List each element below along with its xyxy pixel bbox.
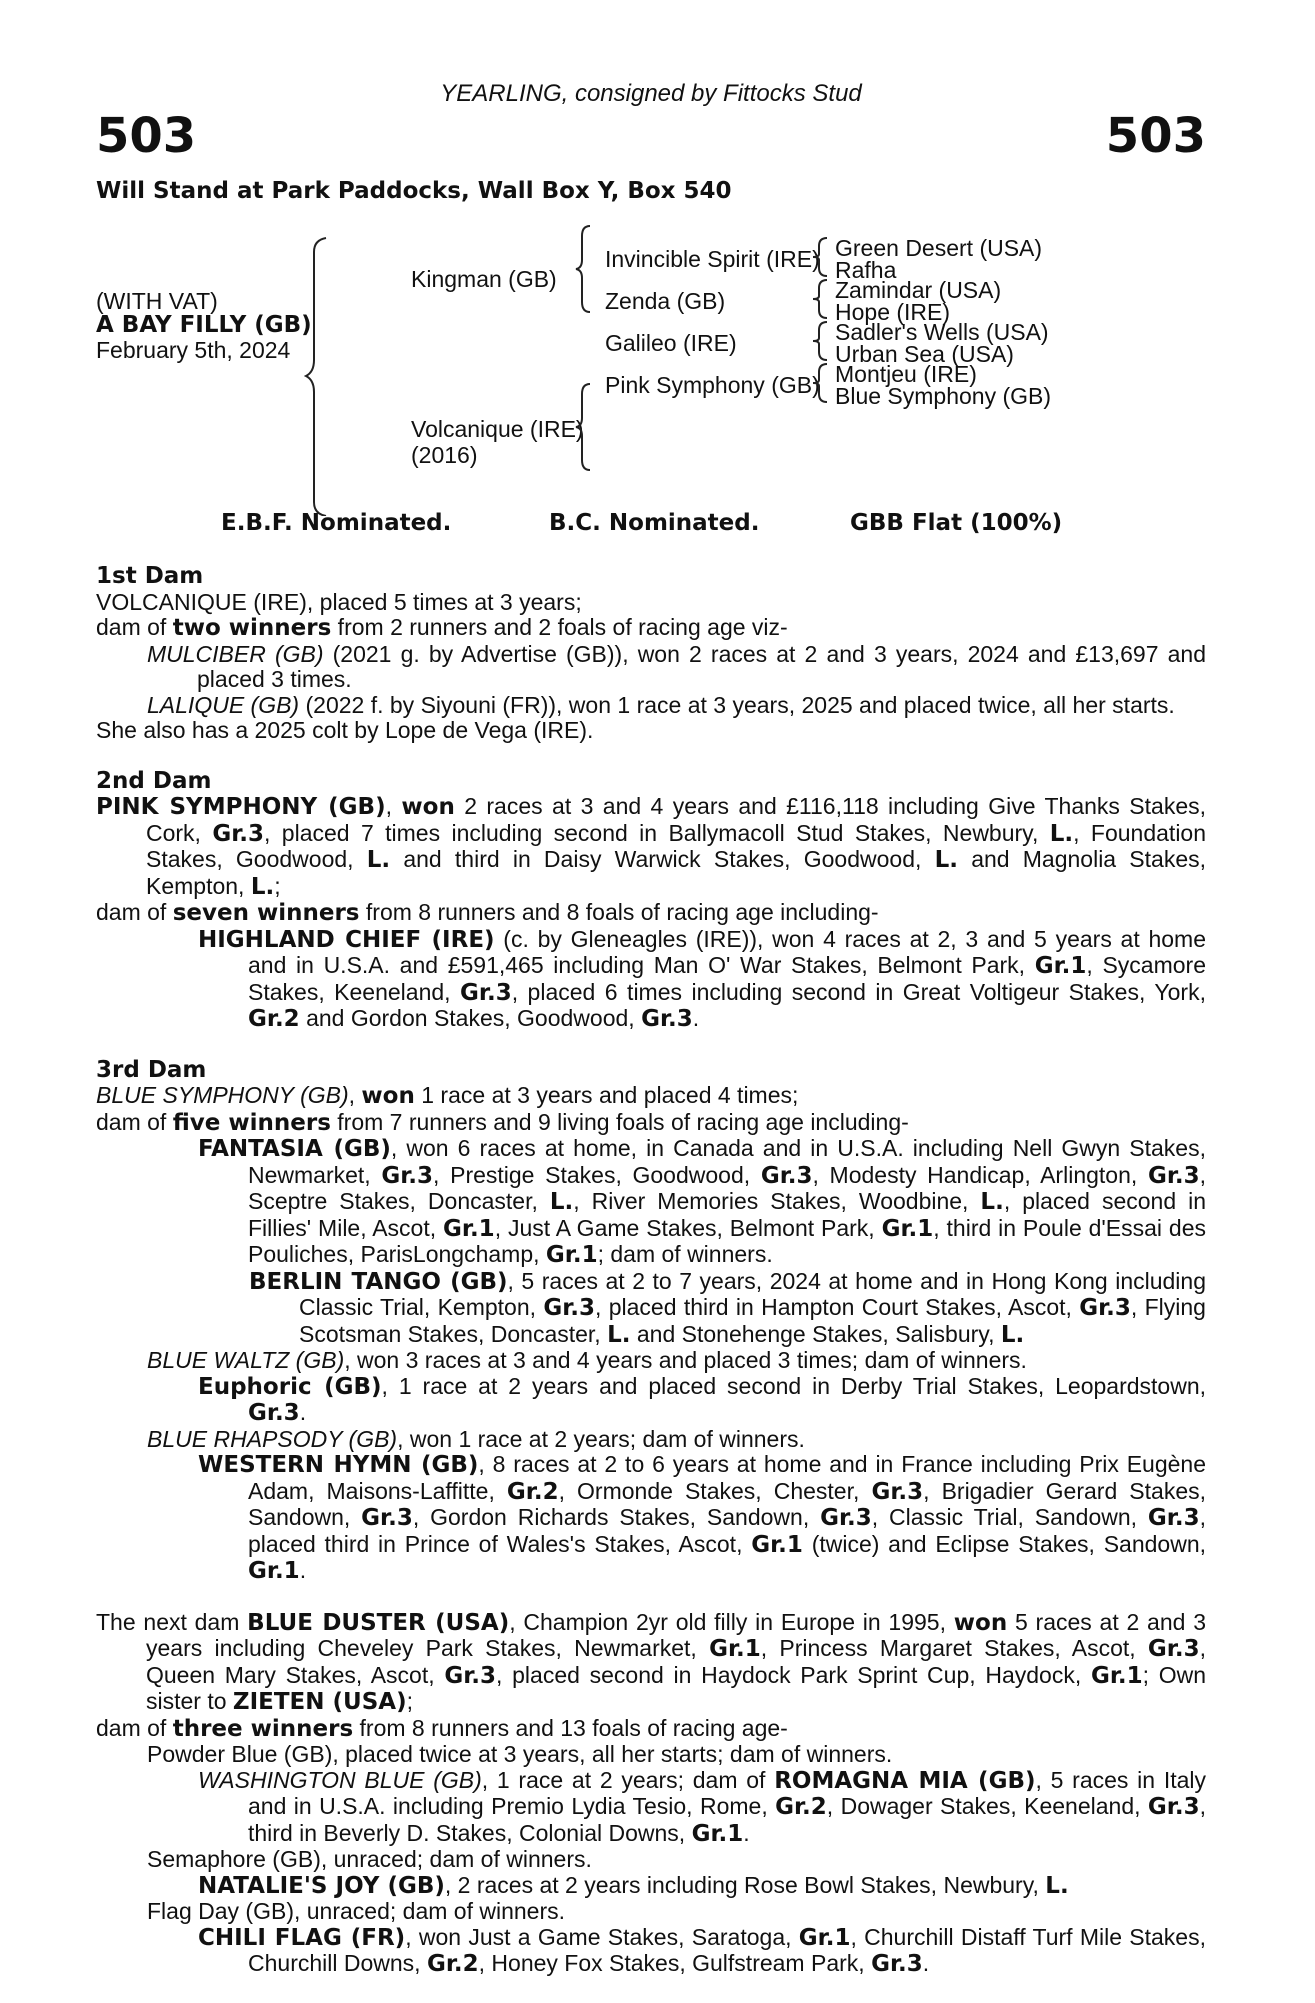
second-dam-produce: dam of seven winners from 8 runners and 8 foals of racing age including-	[96, 899, 879, 926]
first-dam-also: She also has a 2025 colt by Lope de Vega (IRE).	[96, 717, 594, 743]
first-dam-heading: 1st Dam	[96, 563, 204, 589]
horse-dob: February 5th, 2024	[96, 337, 291, 363]
sd-sire: Zamindar (USA)	[835, 277, 1002, 303]
dam-year: (2016)	[411, 442, 478, 468]
next-dam-record: The next dam BLUE DUSTER (USA), Champion 2yr old filly in Europe in 1995, won 5 races at 2 and 3 years including Cheveley Park Stakes, Newmarket, Gr.1, Princess Margaret Stakes, Ascot, Gr.3, Queen Mary Stakes, Ascot, Gr.3, placed second in Haydock Park Sprint Cup, Haydock, Gr.1; Own sister to ZIETEN (USA);	[96, 1608, 1207, 1715]
third-dam-produce: dam of five winners from 7 runners and 9 living foals of racing age including-	[96, 1108, 909, 1136]
produce-lalique: LALIQUE (GB) (2022 f. by Siyouni (FR)), won 1 race at 3 years, 2025 and placed twice, all her starts.	[147, 691, 1175, 718]
lot-number-left: 503	[96, 108, 197, 164]
pedigree-brace-1	[304, 236, 334, 516]
consignor-subtitle: YEARLING, consigned by Fittocks Stud	[440, 80, 862, 107]
sire: Kingman (GB)	[411, 266, 557, 292]
first-dam-section	[96, 564, 1206, 744]
third-dam-heading: 3rd Dam	[96, 1056, 207, 1083]
dam-dam: Pink Symphony (GB)	[605, 372, 820, 398]
ds-sire: Sadler's Wells (USA)	[835, 319, 1049, 345]
next-dam-produce: dam of three winners from 8 runners and 13 foals of racing age-	[96, 1714, 788, 1742]
ss-dam: Rafha	[835, 257, 897, 283]
ds-dam: Urban Sea (USA)	[835, 341, 1014, 367]
next-dam-section	[96, 1610, 1206, 1978]
first-dam-line: VOLCANIQUE (IRE), placed 5 times at 3 years;	[96, 588, 582, 615]
produce-euphoric: Euphoric (GB), 1 race at 2 years and placed second in Derby Trial Stakes, Leopardstown, Gr.3.	[198, 1372, 1206, 1426]
dd-sire: Montjeu (IRE)	[835, 361, 977, 387]
second-dam-section	[96, 769, 1206, 1033]
sd-dam: Hope (IRE)	[835, 299, 951, 325]
pedigree-brace-6	[811, 320, 831, 362]
produce-mulciber: MULCIBER (GB) (2021 g. by Advertise (GB)), won 2 races at 2 and 3 years, 2024 and £13,697 and placed 3 times.	[147, 640, 1206, 692]
gbb-flat: GBB Flat (100%)	[850, 510, 1063, 536]
produce-western-hymn: WESTERN HYMN (GB), 8 races at 2 to 6 years at home and in France including Prix Eugène Adam, Maisons-Laffitte, Gr.2, Ormonde Stakes, Chester, Gr.3, Brigadier Gerard Stakes, Sandown, Gr.3, Gordon Richards Stakes, Sandown, Gr.3, Classic Trial, Sandown, Gr.3, placed third in Prince of Wales's Stakes, Ascot, Gr.1 (twice) and Eclipse Stakes, Sandown, Gr.1.	[198, 1451, 1207, 1584]
pedigree-brace-2	[574, 224, 594, 314]
produce-flag-day: Flag Day (GB), unraced; dam of winners.	[147, 1898, 565, 1924]
produce-semaphore: Semaphore (GB), unraced; dam of winners.	[147, 1846, 592, 1872]
second-dam-record: PINK SYMPHONY (GB), won 2 races at 3 and 4 years and £116,118 including Give Thanks Stakes, Cork, Gr.3, placed 7 times including second in Ballymacoll Stud Stakes, Newbury, L., Foundation Stakes, Goodwood, L. and third in Daisy Warwick Stakes, Goodwood, L. and Magnolia Stakes, Kempton, L.;	[96, 793, 1207, 900]
vat-label: (WITH VAT)	[96, 288, 218, 314]
pedigree-notes	[96, 564, 1206, 2003]
produce-blue-waltz: BLUE WALTZ (GB), won 3 races at 3 and 4 years and placed 3 times; dam of winners.	[147, 1347, 1027, 1373]
ss-sire: Green Desert (USA)	[835, 235, 1043, 261]
dam-sire: Galileo (IRE)	[605, 330, 737, 356]
pedigree-brace-3	[574, 382, 594, 472]
dd-dam: Blue Symphony (GB)	[835, 383, 1052, 409]
lot-number-right: 503	[1105, 108, 1206, 164]
produce-fantasia: FANTASIA (GB), won 6 races at home, in Canada and in U.S.A. including Nell Gwyn Stakes, Newmarket, Gr.3, Prestige Stakes, Goodwood, Gr.3, Modesty Handicap, Arlington, Gr.3, Sceptre Stakes, Doncaster, L., River Memories Stakes, Woodbine, L., placed second in Fillies' Mile, Ascot, Gr.1, Just A Game Stakes, Belmont Park, Gr.1, third in Poule d'Essai des Pouliches, ParisLongchamp, Gr.1; dam of winners.	[198, 1135, 1207, 1268]
pedigree-brace-7	[811, 362, 831, 404]
pedigree-brace-5	[811, 278, 831, 320]
produce-washington-blue: WASHINGTON BLUE (GB), 1 race at 2 years; dam of ROMAGNA MIA (GB), 5 races in Italy and in U.S.A. including Premio Lydia Tesio, Rome, Gr.2, Dowager Stakes, Keeneland, Gr.3, third in Beverly D. Stakes, Colonial Downs, Gr.1.	[198, 1766, 1207, 1847]
produce-powder-blue: Powder Blue (GB), placed twice at 3 years, all her starts; dam of winners.	[147, 1741, 893, 1767]
produce-natalies-joy: NATALIE'S JOY (GB), 2 races at 2 years including Rose Bowl Stakes, Newbury, L.	[198, 1871, 1069, 1899]
second-dam-heading: 2nd Dam	[96, 767, 212, 794]
stand-location: Will Stand at Park Paddocks, Wall Box Y, Box 540	[96, 178, 732, 204]
produce-blue-rhapsody: BLUE RHAPSODY (GB), won 1 race at 2 years; dam of winners.	[147, 1425, 805, 1452]
bc-nominated: B.C. Nominated.	[549, 510, 760, 536]
third-dam-section	[96, 1058, 1206, 1585]
ebf-nominated: E.B.F. Nominated.	[221, 510, 452, 536]
horse-name: A BAY FILLY (GB)	[96, 312, 312, 338]
pedigree-table	[96, 206, 1206, 506]
sire-sire: Invincible Spirit (IRE)	[605, 246, 820, 272]
third-dam-record: BLUE SYMPHONY (GB), won 1 race at 3 years and placed 4 times;	[96, 1082, 799, 1109]
produce-highland-chief: HIGHLAND CHIEF (IRE) (c. by Gleneagles (IRE)), won 4 races at 2, 3 and 5 years at home and in U.S.A. and £591,465 including Man O' War Stakes, Belmont Park, Gr.1, Sycamore Stakes, Keeneland, Gr.3, placed 6 times including second in Great Voltigeur Stakes, York, Gr.2 and Gordon Stakes, Goodwood, Gr.3.	[198, 925, 1207, 1032]
pedigree-brace-4	[811, 236, 831, 278]
dam: Volcanique (IRE)	[411, 416, 584, 442]
first-dam-produce: dam of two winners from 2 runners and 2 foals of racing age viz-	[96, 614, 788, 641]
sire-dam: Zenda (GB)	[605, 288, 726, 314]
produce-berlin-tango: BERLIN TANGO (GB), 5 races at 2 to 7 years, 2024 at home and in Hong Kong including Classic Trial, Kempton, Gr.3, placed third in Hampton Court Stakes, Ascot, Gr.3, Flying Scotsman Stakes, Doncaster, L. and Stonehenge Stakes, Salisbury, L.	[249, 1267, 1206, 1348]
produce-chili-flag: CHILI FLAG (FR), won Just a Game Stakes, Saratoga, Gr.1, Churchill Distaff Turf Mile Stakes, Churchill Downs, Gr.2, Honey Fox Stakes, Gulfstream Park, Gr.3.	[198, 1923, 1206, 1977]
